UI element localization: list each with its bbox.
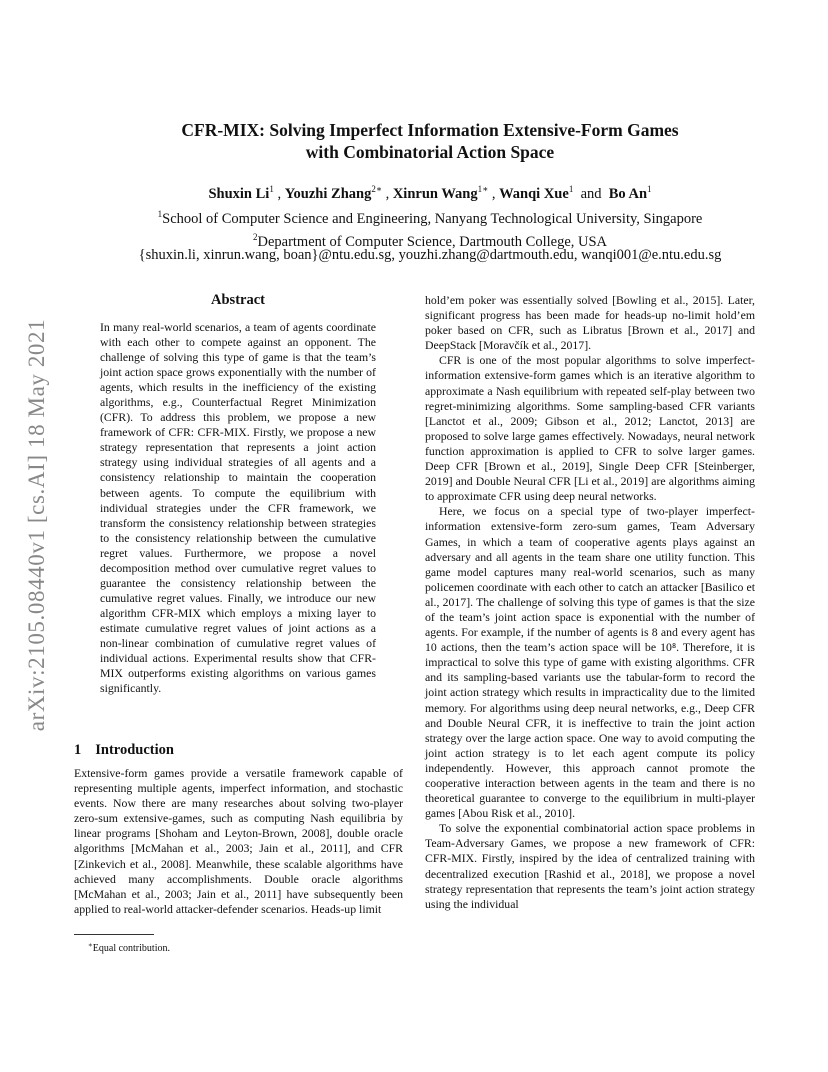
footnote-text: Equal contribution. (92, 943, 170, 954)
arxiv-stamp[interactable] (22, 285, 52, 765)
section-heading-introduction (74, 742, 174, 759)
author-mark: 2∗ (371, 184, 382, 194)
right-column (425, 293, 755, 912)
paragraph: To solve the exponential combinatorial action space problems in Team-Adversary Games, we propose a new framework of CFR: CFR-MIX. Firstly, inspired by the idea of centralized training with decentralized execution [Rashid et al., 2018], we propose a novel strategy representation that represents the team’s joint action strategy using the individual (425, 821, 755, 911)
author-name: Wanqi Xue (499, 186, 569, 202)
abstract-heading: Abstract (211, 292, 265, 308)
paragraph: CFR is one of the most popular algorithms to solve imperfect-information extensive-form games which is an iterative algorithm to approximate a Nash equilibrium with repeated self-play between two regret-minimizing algorithms. Some sampling-based CFR variants [Lanctot et al., 2009; Gibson et al., 2012; Lanctot, 2013] are proposed to solve large games effectively. Nowadays, neural network function approximation is applied to CFR to solve larger games. Deep CFR [Brown et al., 2019], Single Deep CFR [Steinberger, 2019] and Double Neural CFR [Li et al., 2019] are algorithms aiming to approximate CFR using deep neural networks. (425, 353, 755, 504)
footnote (88, 939, 170, 955)
affiliations (90, 205, 770, 251)
footnote-mark: ∗ (88, 941, 93, 949)
affiliation-text: Department of Computer Science, Dartmouth College, USA (257, 234, 608, 250)
title-line-1: CFR-MIX: Solving Imperfect Information Extensive-Form Games (181, 120, 679, 140)
author-list: Shuxin Li$^1$ , Youzhi Zhang$^{2∗}$ , Xinrun Wang$^{1∗}$ , Wanqi Xue$^1$ and Bo An$^1$ (208, 184, 652, 202)
section-title: Introduction (95, 742, 174, 758)
affiliation-mark: 1 (157, 209, 163, 219)
affiliation-text: School of Computer Science and Engineering, Nanyang Technological University, Singapore (162, 211, 703, 227)
section-number: 1 (74, 742, 82, 758)
author-name: Bo An (608, 186, 648, 202)
abstract-body: In many real-world scenarios, a team of agents coordinate with each other to compete against an opponent. The challenge of solving this type of game is that the team’s joint action space grows exponentially with the number of agents, which results in the inefficiency of the existing algorithms, e.g., Counterfactual Regret Minimization (CFR). To address this problem, we propose a new framework of CFR: CFR-MIX. Firstly, we propose a new strategy representation that represents a joint action strategy using individual strategies of all agents and a consistency relationship to maintain the cooperation between agents. To compute the equilibrium with individual strategies under the CFR framework, we transform the consistency relationship between strategies to the consistency relationship between the cumulative regret values. Furthermore, we propose a novel decomposition method over cumulative regret values to guarantee the consistency relationship between the cumulative regret values. Finally, we introduce our new algorithm CFR-MIX which employs a mixing layer to estimate cumulative regret values of joint actions as a non-linear combination of cumulative regret values of individual actions. Experimental results show that CFR-MIX outperforms existing algorithms on various games significantly. (100, 320, 376, 696)
author-mark: 1 (568, 184, 574, 194)
footnote-rule (74, 934, 154, 935)
affiliation-mark: 2 (252, 232, 258, 242)
author-mark: 1 (647, 184, 652, 194)
paragraph: Here, we focus on a special type of two-player imperfect-information extensive-form zero-sum games, Team Adversary Games, in which a team of cooperative agents plays against an adversary and all agents in the team share one utility function. This game model captures many real-world scenarios, such as many policemen coordinate with each other to catch an attacker [Basilico et al., 2017]. The challenge of solving this type of games is that the size of the team’s joint action space is exponential with the number of agents. For example, if the number of agents is 8 and every agent has 10 actions, then the team’s action space will be 10⁸. Therefore, it is impractical to solve this type of game with existing algorithms. CFR and its sampling-based variants use the tabular-form to record the joint action strategy which results in impracticality due to the limited memory. For algorithms using deep neural networks, e.g., Deep CFR and Double Neural CFR, it is ineffective to train the joint action strategy over the large action space. One way to avoid computing the joint action strategy is to let each agent compute its policy independently. However, this approach cannot promote the cooperative interaction between agents in the team and there is no theoretical guarantee to converge to the equilibrium in multi-player games [Abou Risk et al., 2010]. (425, 504, 755, 821)
paragraph: hold’em poker was essentially solved [Bowling et al., 2015]. Later, significant progress has been made for heads-up no-limit hold’em poker based on CFR, such as Libratus [Brown et al., 2017] and DeepStack [Moravčík et al., 2017]. (425, 293, 755, 353)
affiliation (90, 205, 770, 228)
author-name: Xinrun Wang (392, 186, 478, 202)
author-mark: 1 (269, 184, 274, 194)
arxiv-stamp-text: arXiv:2105.08440v1 [cs.AI] 18 May 2021 (24, 318, 49, 732)
authors-and: and (580, 186, 602, 202)
paper-title (90, 119, 770, 163)
author-name: Youzhi Zhang (284, 186, 372, 202)
author-mark: 1∗ (477, 184, 489, 194)
introduction-paragraph: Extensive-form games provide a versatile framework capable of representing multiple agents, imperfect information, and stochastic events. Now there are many researches about solving two-player zero-sum extensive-games, such as computing Nash equilibria by linear programs [Shoham and Leyton-Brown, 2008], double oracle algorithms [McMahan et al., 2003; Jain et al., 2011], and CFR [Zinkevich et al., 2008]. Meanwhile, these scalable algorithms have achieved many accomplishments. Double oracle algorithms [McMahan et al., 2003; Jain et al., 2011] have subsequently been applied to real-world attacker-defender scenarios. Heads-up limit (74, 766, 403, 916)
title-line-2: with Combinatorial Action Space (305, 142, 555, 162)
author-name: Shuxin Li (208, 186, 270, 202)
author-emails: {shuxin.li, xinrun.wang, boan}@ntu.edu.sg, youzhi.zhang@dartmouth.edu, wanqi001@e.ntu.edu.sg (138, 247, 722, 263)
